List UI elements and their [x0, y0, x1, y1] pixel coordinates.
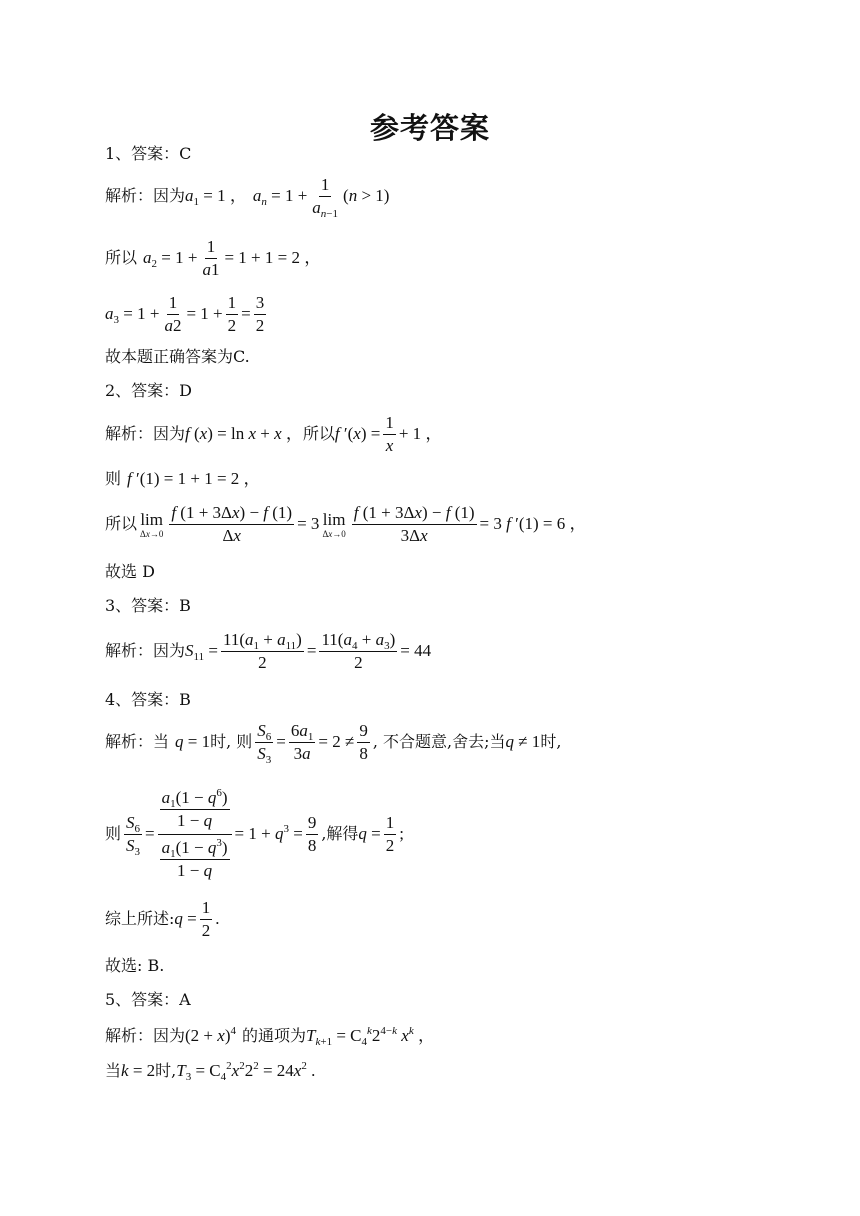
q4-analysis: 解析：当 q = 1 时, 则 $\frac{S_6}{S_3}$ = $\frac{6a_1}{3a}$ = 2 ≠ $\frac{9}{8}$ , 不合题意,舍去;当 q ≠ 1 时,	[105, 720, 562, 766]
q1-analysis: 解析：因为 $a_1 = 1$ ， $a_n = 1$ + $\frac{1}{a_{n-1}}$ (n > 1)	[105, 174, 390, 220]
q1-conclusion: 故本题正确答案为C.	[105, 347, 250, 366]
math-expression: f ′(x) =	[334, 424, 381, 443]
math-expression: $T_{k+1} = C_4^k2^{4-k}$ $x^k$ ，	[306, 1025, 435, 1048]
math-fraction: $\frac{3}{2}$	[255, 292, 265, 335]
math-expression: f (x) = ln x + x ，	[185, 424, 303, 443]
q1-step-a2: 所以 $a_2 = 1$ + $\frac{1}{a1}$ = 1 + 1 = 2 ，	[105, 236, 322, 279]
math-expression: $a_1 = 1$ ， $a_n = 1$ +	[185, 186, 308, 208]
q3-answer: 3、答案：B	[105, 596, 191, 615]
q4-conclusion: 故选: B.	[105, 956, 165, 975]
math-fraction: $\frac{S_6}{S_3}$	[126, 812, 141, 858]
math-expression: =	[241, 304, 251, 323]
math-fraction: $\frac{9}{8}$	[307, 812, 317, 855]
math-fraction: $\frac{S_6}{S_3}$	[257, 720, 272, 766]
q5-answer: 5、答案：A	[105, 990, 191, 1009]
math-fraction: $\frac{11(a_1 + a_{11})}{2}$	[222, 629, 302, 672]
math-expression: $a_3 = 1$ +	[105, 304, 160, 326]
q4-answer: 4、答案：B	[105, 690, 191, 709]
math-expression: q =	[358, 824, 381, 843]
math-expression: = 3 f ′(1) = 6 ，	[479, 514, 587, 533]
math-fraction: $\frac{1}{2}$	[227, 292, 237, 335]
math-expression: .	[215, 909, 220, 928]
math-fraction: $\frac{f (1 + 3\Delta x) - f (1)}{\Delta x}$	[171, 502, 293, 545]
q2-step-derivative: 则 f ′(1) = 1 + 1 = 2 ，	[105, 469, 261, 488]
math-limit: lim Δx→0	[322, 510, 346, 539]
q1-step-a3	[105, 292, 269, 336]
q3-analysis: 解析：因为 $S_{11}$ = $\frac{11(a_1 + a_{11})}{2}$ = $\frac{11(a_4 + a_3)}{2}$ = 44	[105, 629, 432, 672]
q2-conclusion: 故选 D	[105, 562, 155, 581]
math-fraction: $\frac{1}{a1}$	[202, 236, 220, 279]
math-expression: =	[276, 732, 286, 751]
math-expression: k = 2	[121, 1061, 156, 1080]
q5-analysis: 解析：因为 $(2 + x)^4$ 的通项为 $T_{k+1} = C_4^k2^{4-k}$ $x^k$ ，	[105, 1025, 435, 1048]
math-expression: = 2 ≠	[318, 732, 355, 751]
q2-step-limit: 所以 lim Δx→0 $\frac{f (1 + 3\Delta x) - f (1)}{\Delta x}$ = 3 lim Δx→0 $\frac{f (1 + 3\Delta x) - f (1)}{3\Delta x}$ = 3 f ′(1) = 6 ，	[105, 502, 587, 545]
q2-answer: 2、答案：D	[105, 381, 193, 400]
math-expression: + 1 ，	[398, 424, 443, 443]
math-fraction: $\frac{9}{8}$	[359, 720, 368, 763]
q1-answer: 1、答案：C	[105, 144, 192, 163]
math-fraction: $\frac{1}{x}$	[385, 412, 394, 455]
q4-step-ratio: 则 $\frac{S_6}{S_3}$ = $\frac{\frac{a_1(1 - q^6)}{1 - q}}{\frac{a_1(1 - q^3)}{1 - q}}$ = $1 + q^3$ = $\frac{9}{8}$ ,解得 q = $\frac{1}{2}$ ;	[105, 786, 404, 880]
q4-summary: 综上所述: q = $\frac{1}{2}$ .	[105, 897, 220, 940]
math-fraction: $\frac{1}{a_{n-1}}$	[312, 174, 339, 220]
math-fraction: $\frac{1}{a2}$	[164, 292, 182, 335]
math-expression: $(2 + x)^4$	[185, 1025, 236, 1045]
page-title: 参考答案	[369, 111, 490, 145]
math-expression: (n > 1)	[343, 186, 390, 205]
math-fraction: $\frac{6a_1}{3a}$	[290, 720, 314, 763]
math-expression: q =	[174, 909, 197, 928]
math-expression: $a_2 = 1$ +	[143, 248, 198, 270]
math-expression: =	[145, 824, 155, 843]
math-expression: = 1 + 1 = 2 ，	[224, 248, 322, 267]
math-expression: q = 1	[175, 732, 211, 751]
math-fraction: $\frac{11(a_4 + a_3)}{2}$	[321, 629, 396, 672]
math-expression: ;	[399, 824, 404, 843]
math-expression: $T_3 = C_4^2x^22^2 = 24x^2$ .	[176, 1060, 316, 1083]
math-expression: q ≠ 1	[505, 732, 541, 751]
math-fraction: $\frac{f (1 + 3\Delta x) - f (1)}{3\Delta x}$	[353, 502, 475, 545]
math-expression: = 44	[400, 641, 432, 660]
q5-step: 当 k = 2 时, $T_3 = C_4^2x^22^2 = 24x^2$ .	[105, 1060, 316, 1083]
math-expression: =	[306, 641, 317, 660]
math-expression: f ′(1) = 1 + 1 = 2 ，	[127, 469, 261, 488]
math-fraction: $\frac{1}{2}$	[385, 812, 395, 855]
math-expression: = 3	[297, 514, 320, 533]
math-fraction: $\frac{1}{2}$	[201, 897, 211, 940]
math-expression: $S_{11}$ =	[185, 641, 218, 663]
math-expression: = 1 +	[186, 304, 223, 323]
math-fraction-compound: $\frac{\frac{a_1(1 - q^6)}{1 - q}}{\frac{a_1(1 - q^3)}{1 - q}}$	[158, 787, 232, 882]
q2-analysis: 解析：因为 f (x) = ln x + x ， 所以 f ′(x) = $\frac{1}{x}$ + 1 ，	[105, 412, 443, 455]
math-limit: lim Δx→0	[140, 510, 164, 539]
math-expression: = $1 + q^3$ =	[234, 823, 303, 843]
